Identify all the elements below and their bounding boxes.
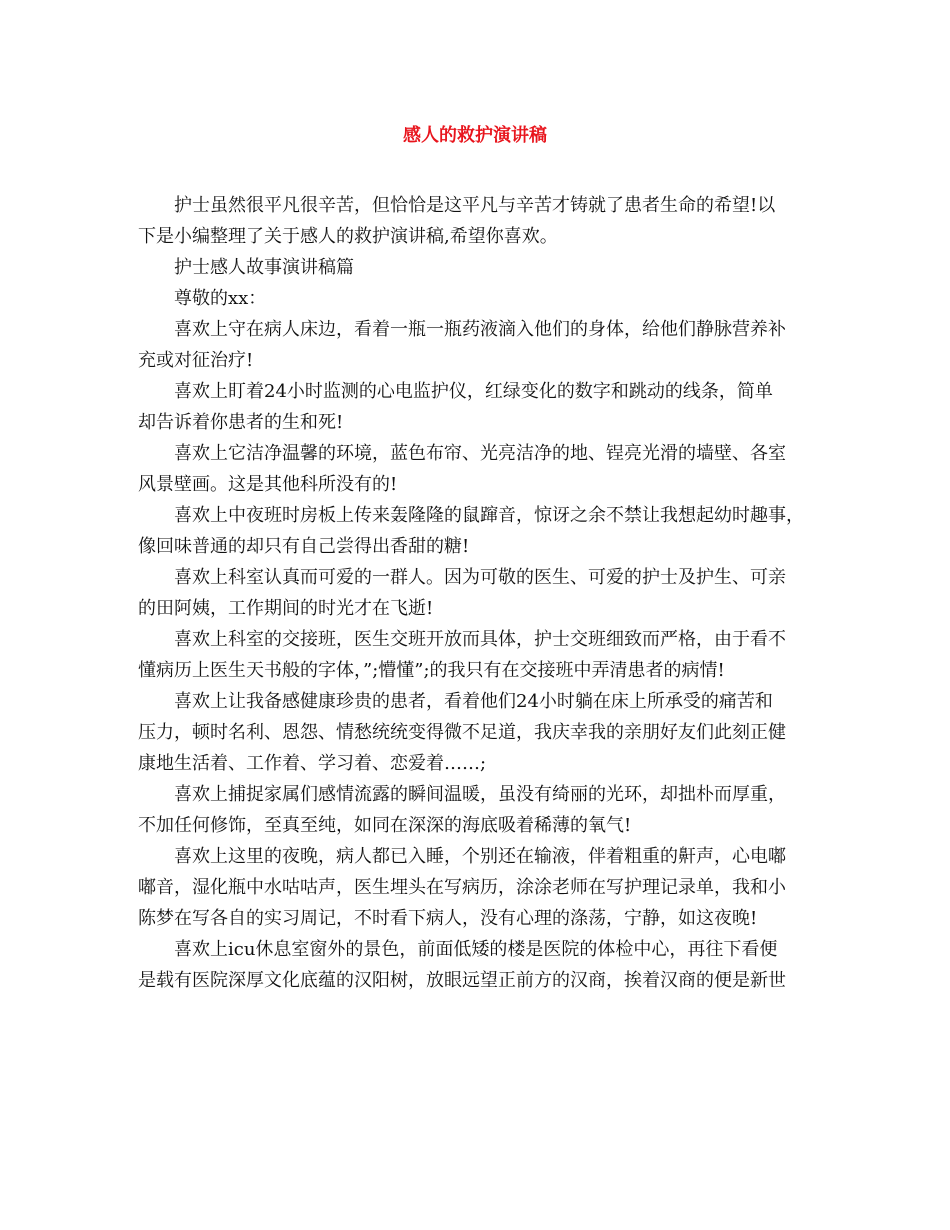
text-line: 喜欢上盯着24小时监测的心电监护仪，红绿变化的数字和跳动的线条，简单 <box>174 381 773 402</box>
text-line: 的田阿姨，工作期间的时光才在飞逝! <box>138 598 434 619</box>
text-line: 喜欢上科室的交接班，医生交班开放而具体，护士交班细致而严格，由于看不 <box>174 629 786 650</box>
text-line: 不加任何修饰，至真至纯，如同在深深的海底吸着稀薄的氧气! <box>138 815 632 836</box>
text-line: 却告诉着你患者的生和死! <box>138 412 344 433</box>
text-line: 嘟音，湿化瓶中水咕咕声，医生埋头在写病历，涂涂老师在写护理记录单，我和小 <box>138 877 786 898</box>
text-line: 喜欢上这里的夜晚，病人都已入睡，个别还在输液，伴着粗重的鼾声，心电嘟 <box>174 846 786 867</box>
text-line: 喜欢上捕捉家属们感情流露的瞬间温暖，虽没有绮丽的光环，却拙朴而厚重， <box>174 784 786 805</box>
text-line: 懂病历上医生天书般的字体，”;懵懂”;的我只有在交接班中弄清患者的病情! <box>138 660 725 681</box>
text-line: 喜欢上让我备感健康珍贵的患者，看着他们24小时躺在床上所承受的痛苦和 <box>174 691 773 712</box>
text-line: 喜欢上科室认真而可爱的一群人。因为可敬的医生、可爱的护士及护生、可亲 <box>174 567 786 588</box>
text-line: 下是小编整理了关于感人的救护演讲稿,希望你喜欢。 <box>138 226 558 247</box>
text-line: 护士感人故事演讲稿篇 <box>174 257 354 278</box>
text-line: 喜欢上守在病人床边，看着一瓶一瓶药液滴入他们的身体，给他们静脉营养补 <box>174 319 786 340</box>
text-line: 护士虽然很平凡很辛苦，但恰恰是这平凡与辛苦才铸就了患者生命的希望!以 <box>174 195 776 216</box>
text-line: 压力，顿时名利、恩怨、情愁统统变得微不足道，我庆幸我的亲朋好友们此刻正健 <box>138 722 786 743</box>
text-line: 风景壁画。这是其他科所没有的! <box>138 474 398 495</box>
text-line: 喜欢上icu休息室窗外的景色，前面低矮的楼是医院的体检中心，再往下看便 <box>174 939 778 960</box>
text-line: 是载有医院深厚文化底蕴的汉阳树，放眼远望正前方的汉商，挨着汉商的便是新世 <box>138 970 786 991</box>
text-line: 喜欢上中夜班时房板上传来轰隆隆的鼠蹿音，惊讶之余不禁让我想起幼时趣事， <box>174 505 804 526</box>
text-line: 喜欢上它洁净温馨的环境，蓝色布帘、光亮洁净的地、锃亮光滑的墙壁、各室 <box>174 443 786 464</box>
document-title: 感人的救护演讲稿 <box>403 125 547 146</box>
text-line: 陈梦在写各自的实习周记，不时看下病人，没有心理的涤荡，宁静，如这夜晚! <box>138 908 758 929</box>
text-line: 尊敬的xx： <box>174 288 267 309</box>
text-line: 康地生活着、工作着、学习着、恋爱着……; <box>138 753 487 774</box>
text-line: 像回味普通的却只有自己尝得出香甜的糖! <box>138 536 470 557</box>
text-line: 充或对征治疗! <box>138 350 254 371</box>
document-body <box>138 190 818 996</box>
